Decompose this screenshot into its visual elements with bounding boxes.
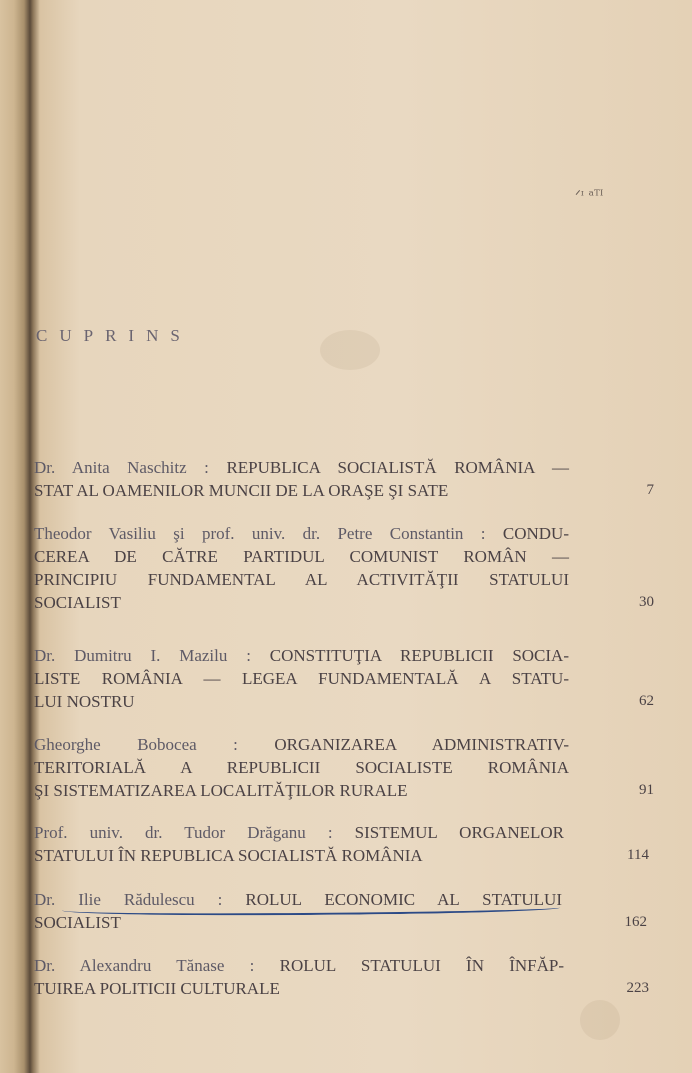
entry-title-line: SOCIALIST xyxy=(34,593,121,612)
entry-title-line: CONSTITUŢIA REPUBLICII SOCIA- xyxy=(269,646,569,665)
entry-title-line: ROLUL ECONOMIC AL STATULUI xyxy=(245,890,562,909)
entry-page-number: 162 xyxy=(624,914,647,930)
entry-title-line: CONDU- xyxy=(502,524,569,543)
entry-title-line: STAT AL OAMENILOR MUNCII DE LA ORAŞE ŞI SATE xyxy=(34,481,449,500)
entry-title-line: CEREA DE CĂTRE PARTIDUL COMUNIST ROMÂN — xyxy=(34,547,569,566)
entry-page-number: 62 xyxy=(639,693,654,709)
entry-title-line: TUIREA POLITICII CULTURALE xyxy=(34,979,280,998)
paper-stain xyxy=(580,1000,620,1040)
entry-title-line: LISTE ROMÂNIA — LEGEA FUNDAMENTALĂ A STATU- xyxy=(34,669,569,688)
entry-title-line: ORGANIZAREA ADMINISTRATIV- xyxy=(274,735,570,754)
toc-entry xyxy=(34,456,654,502)
toc-entry xyxy=(34,644,654,713)
entry-title-line: REPUBLICA SOCIALISTĂ ROMÂNIA — xyxy=(226,458,570,477)
entry-author: Dr. Alexandru Tănase : xyxy=(34,956,255,975)
entry-author: Dr. Ilie Rădulescu : xyxy=(34,890,223,909)
toc-entry xyxy=(34,954,649,1000)
toc-entry xyxy=(34,733,654,802)
margin-pencil-mark: ᐟᶦ ᵃᵀᴵ xyxy=(575,188,604,204)
entry-title-line: ŞI SISTEMATIZAREA LOCALITĂŢILOR RURALE xyxy=(34,781,408,800)
entry-title-line: ROLUL STATULUI ÎN ÎNFĂP- xyxy=(279,956,565,975)
entry-page-number: 7 xyxy=(646,482,654,498)
entry-author: Dr. Dumitru I. Mazilu : xyxy=(34,646,251,665)
toc-entry xyxy=(34,821,649,867)
entry-title-line: STATULUI ÎN REPUBLICA SOCIALISTĂ ROMÂNIA xyxy=(34,846,423,865)
entry-title-line: PRINCIPIU FUNDAMENTAL AL ACTIVITĂŢII STATULUI xyxy=(34,570,569,589)
entry-title-line: SISTEMUL ORGANELOR xyxy=(354,823,564,842)
entry-title-line: TERITORIALĂ A REPUBLICII SOCIALISTE ROMÂNIA xyxy=(34,758,569,777)
entry-author: Gheorghe Bobocea : xyxy=(34,735,238,754)
toc-entry xyxy=(34,522,654,614)
entry-title-line: SOCIALIST xyxy=(34,913,121,932)
entry-page-number: 114 xyxy=(627,847,649,863)
entry-page-number: 30 xyxy=(639,594,654,610)
paper-stain xyxy=(320,330,380,370)
entry-author: Theodor Vasiliu şi prof. univ. dr. Petre Constantin : xyxy=(34,524,486,543)
table-of-contents-heading: CUPRINS xyxy=(36,326,192,345)
entry-author: Dr. Anita Naschitz : xyxy=(34,458,209,477)
entry-author: Prof. univ. dr. Tudor Drăganu : xyxy=(34,823,333,842)
entry-page-number: 223 xyxy=(626,980,649,996)
entry-title-line: LUI NOSTRU xyxy=(34,692,135,711)
entry-page-number: 91 xyxy=(639,782,654,798)
